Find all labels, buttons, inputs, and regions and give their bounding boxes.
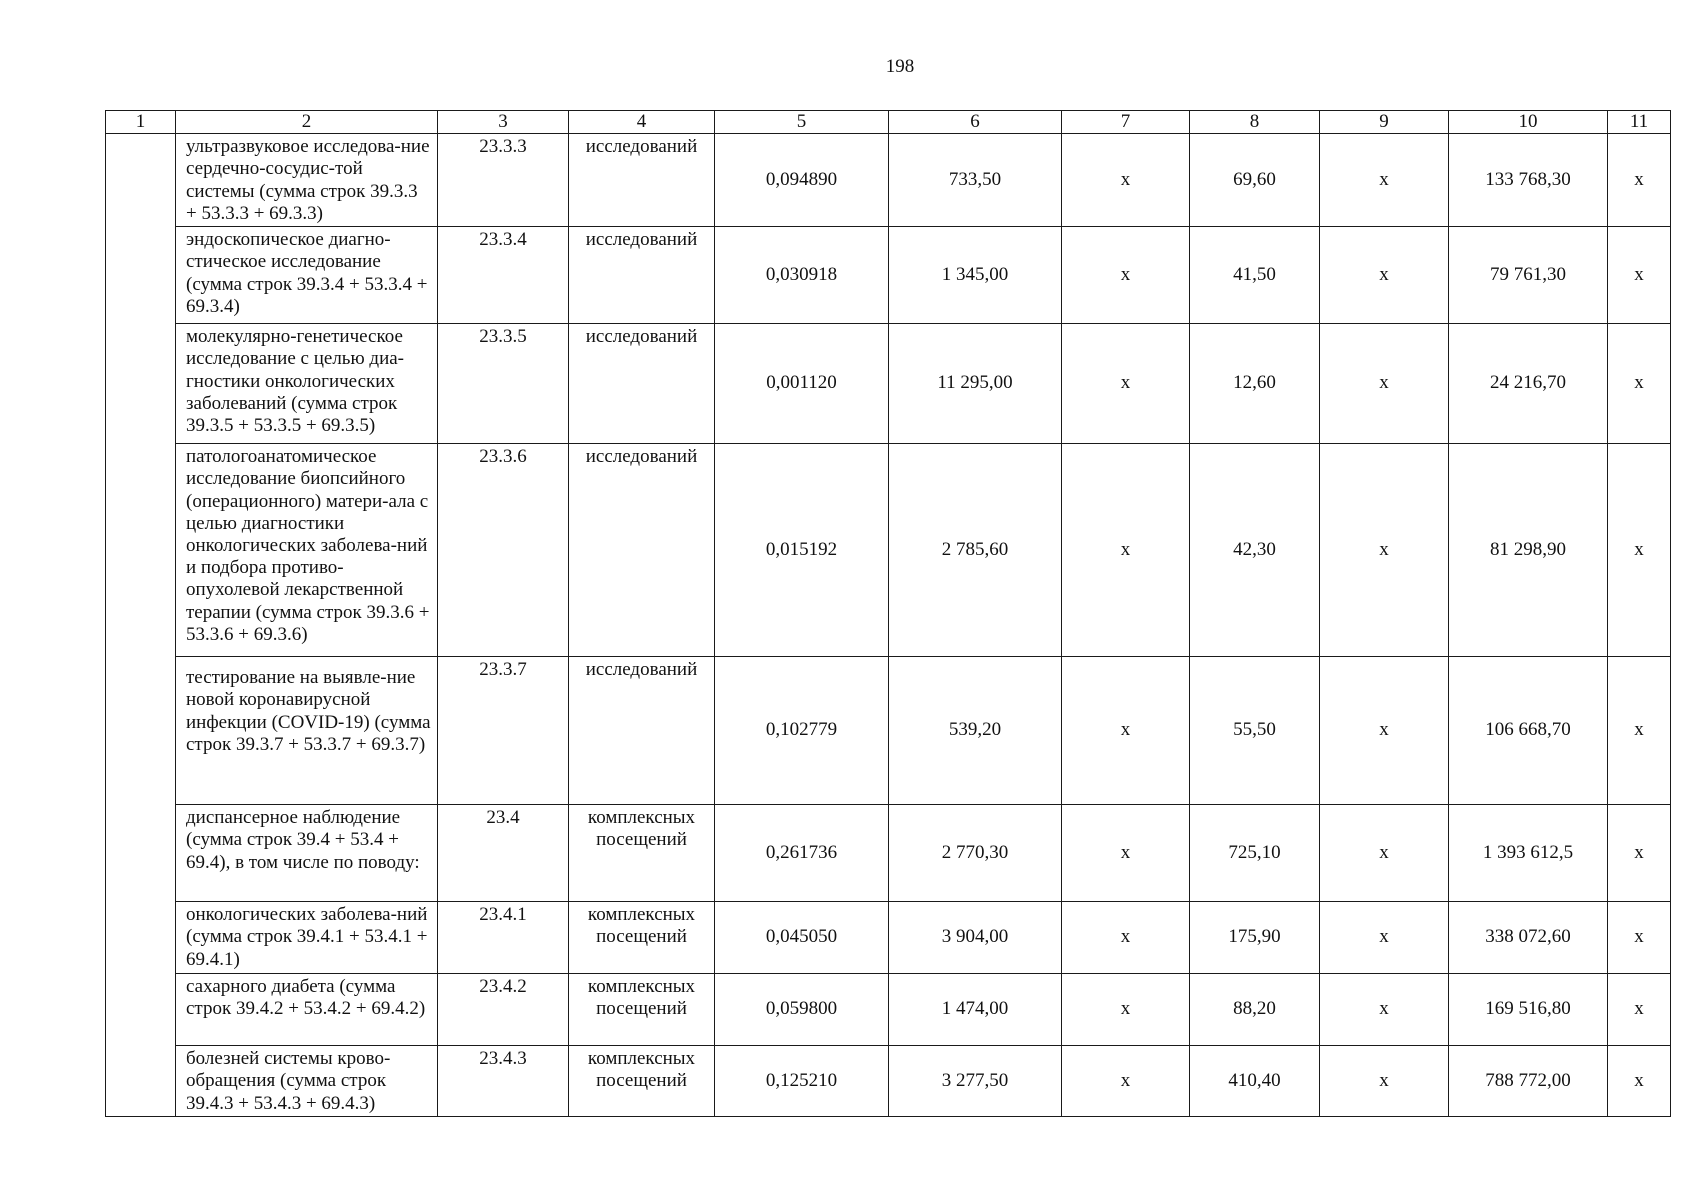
cell-col-5: 0,015192 (715, 444, 889, 657)
cell-col-8: 88,20 (1190, 974, 1320, 1046)
row-unit: комплексных посещений (569, 1046, 715, 1117)
column-number: 1 (106, 111, 176, 134)
cell-col-6: 539,20 (889, 657, 1062, 805)
column-number: 11 (1608, 111, 1671, 134)
cell-col-6: 2 770,30 (889, 805, 1062, 902)
row-code: 23.4.1 (438, 902, 569, 974)
cell-col-9: х (1320, 134, 1449, 227)
cell-col-8: 725,10 (1190, 805, 1320, 902)
cell-col-10: 1 393 612,5 (1449, 805, 1608, 902)
cell-col-6: 3 277,50 (889, 1046, 1062, 1117)
cell-col-7: х (1062, 134, 1190, 227)
data-table (105, 110, 1671, 1117)
column-number: 4 (569, 111, 715, 134)
cell-col-5: 0,125210 (715, 1046, 889, 1117)
row-unit: комплексных посещений (569, 974, 715, 1046)
column-number-row (106, 111, 1671, 134)
cell-col-11: х (1608, 805, 1671, 902)
table-row (106, 657, 1671, 805)
cell-col-5: 0,045050 (715, 902, 889, 974)
row-unit: исследований (569, 444, 715, 657)
cell-col-7: х (1062, 227, 1190, 324)
cell-col-10: 788 772,00 (1449, 1046, 1608, 1117)
column-number: 10 (1449, 111, 1608, 134)
row-code: 23.4.3 (438, 1046, 569, 1117)
cell-col-10: 133 768,30 (1449, 134, 1608, 227)
row-code: 23.4 (438, 805, 569, 902)
column-number: 5 (715, 111, 889, 134)
row-name: диспансерное наблюдение (сумма строк 39.4 + 53.4 + 69.4), в том числе по поводу: (176, 805, 438, 902)
cell-col-5: 0,094890 (715, 134, 889, 227)
cell-col-10: 79 761,30 (1449, 227, 1608, 324)
row-name: молекулярно-генетическое исследование с целью диа-гностики онкологических заболеваний (сумма строк 39.3.5 + 53.3.5 + 69.3.5) (176, 324, 438, 444)
cell-col-9: х (1320, 974, 1449, 1046)
cell-col-6: 3 904,00 (889, 902, 1062, 974)
cell-col-11: х (1608, 134, 1671, 227)
row-unit: исследований (569, 657, 715, 805)
column-number: 6 (889, 111, 1062, 134)
cell-col-10: 338 072,60 (1449, 902, 1608, 974)
row-code: 23.3.4 (438, 227, 569, 324)
row-name: эндоскопическое диагно-стическое исследование (сумма строк 39.3.4 + 53.3.4 + 69.3.4) (176, 227, 438, 324)
column-number: 2 (176, 111, 438, 134)
cell-col-5: 0,102779 (715, 657, 889, 805)
cell-col-10: 106 668,70 (1449, 657, 1608, 805)
table-row (106, 134, 1671, 227)
table-row (106, 974, 1671, 1046)
table-row (106, 444, 1671, 657)
cell-col-11: х (1608, 902, 1671, 974)
table-row (106, 1046, 1671, 1117)
cell-col-11: х (1608, 657, 1671, 805)
row-name: болезней системы крово-обращения (сумма строк 39.4.3 + 53.4.3 + 69.4.3) (176, 1046, 438, 1117)
table-row (106, 805, 1671, 902)
cell-col-5: 0,001120 (715, 324, 889, 444)
row-code: 23.3.7 (438, 657, 569, 805)
column-number: 7 (1062, 111, 1190, 134)
cell-col-9: х (1320, 1046, 1449, 1117)
cell-col-11: х (1608, 974, 1671, 1046)
cell-col-7: х (1062, 657, 1190, 805)
row-name: патологоанатомическое исследование биопсийного (операционного) матери-ала с целью диагностики онкологических заболева-ний и подбора противо-опухолевой лекарственной терапии (сумма строк 39.3.6 + 53.3.6 + 69.3.6) (176, 444, 438, 657)
cell-col-6: 2 785,60 (889, 444, 1062, 657)
cell-col-7: х (1062, 324, 1190, 444)
row-name: тестирование на выявле-ние новой коронавирусной инфекции (COVID-19) (сумма строк 39.3.7 + 53.3.7 + 69.3.7) (176, 657, 438, 805)
cell-col-5: 0,261736 (715, 805, 889, 902)
cell-col-10: 81 298,90 (1449, 444, 1608, 657)
cell-col-8: 69,60 (1190, 134, 1320, 227)
cell-col-7: х (1062, 902, 1190, 974)
table-row (106, 227, 1671, 324)
cell-col-11: х (1608, 444, 1671, 657)
cell-col-8: 55,50 (1190, 657, 1320, 805)
row-code: 23.3.3 (438, 134, 569, 227)
cell-col-8: 12,60 (1190, 324, 1320, 444)
cell-col-9: х (1320, 805, 1449, 902)
column-number: 3 (438, 111, 569, 134)
cell-col-8: 410,40 (1190, 1046, 1320, 1117)
page-number: 198 (885, 56, 915, 77)
cell-col-6: 11 295,00 (889, 324, 1062, 444)
column-number: 8 (1190, 111, 1320, 134)
cell-col-11: х (1608, 227, 1671, 324)
cell-col-5: 0,030918 (715, 227, 889, 324)
row-unit: исследований (569, 324, 715, 444)
cell-col-9: х (1320, 444, 1449, 657)
cell-col-7: х (1062, 1046, 1190, 1117)
cell-col-9: х (1320, 657, 1449, 805)
cell-col-11: х (1608, 1046, 1671, 1117)
cell-col-10: 24 216,70 (1449, 324, 1608, 444)
cell-col-10: 169 516,80 (1449, 974, 1608, 1046)
cell-col-9: х (1320, 227, 1449, 324)
cell-col-6: 1 474,00 (889, 974, 1062, 1046)
cell-col-6: 733,50 (889, 134, 1062, 227)
cell-col-6: 1 345,00 (889, 227, 1062, 324)
row-unit: комплексных посещений (569, 805, 715, 902)
row-code: 23.3.6 (438, 444, 569, 657)
cell-col-9: х (1320, 902, 1449, 974)
cell-col-7: х (1062, 805, 1190, 902)
row-unit: исследований (569, 227, 715, 324)
cell-col-7: х (1062, 444, 1190, 657)
cell-col-8: 41,50 (1190, 227, 1320, 324)
column-number: 9 (1320, 111, 1449, 134)
table-row (106, 902, 1671, 974)
row-name: сахарного диабета (сумма строк 39.4.2 + 53.4.2 + 69.4.2) (176, 974, 438, 1046)
cell-col-5: 0,059800 (715, 974, 889, 1046)
table-row (106, 324, 1671, 444)
row-unit: исследований (569, 134, 715, 227)
row-code: 23.4.2 (438, 974, 569, 1046)
cell-col-8: 175,90 (1190, 902, 1320, 974)
cell-col-8: 42,30 (1190, 444, 1320, 657)
cell-col-11: х (1608, 324, 1671, 444)
cell-col-7: х (1062, 974, 1190, 1046)
row-code: 23.3.5 (438, 324, 569, 444)
cell-col-9: х (1320, 324, 1449, 444)
row-name: онкологических заболева-ний (сумма строк 39.4.1 + 53.4.1 + 69.4.1) (176, 902, 438, 974)
row-group-cell (106, 134, 176, 1117)
row-unit: комплексных посещений (569, 902, 715, 974)
row-name: ультразвуковое исследова-ние сердечно-сосудис-той системы (сумма строк 39.3.3 + 53.3.3 + 69.3.3) (176, 134, 438, 227)
